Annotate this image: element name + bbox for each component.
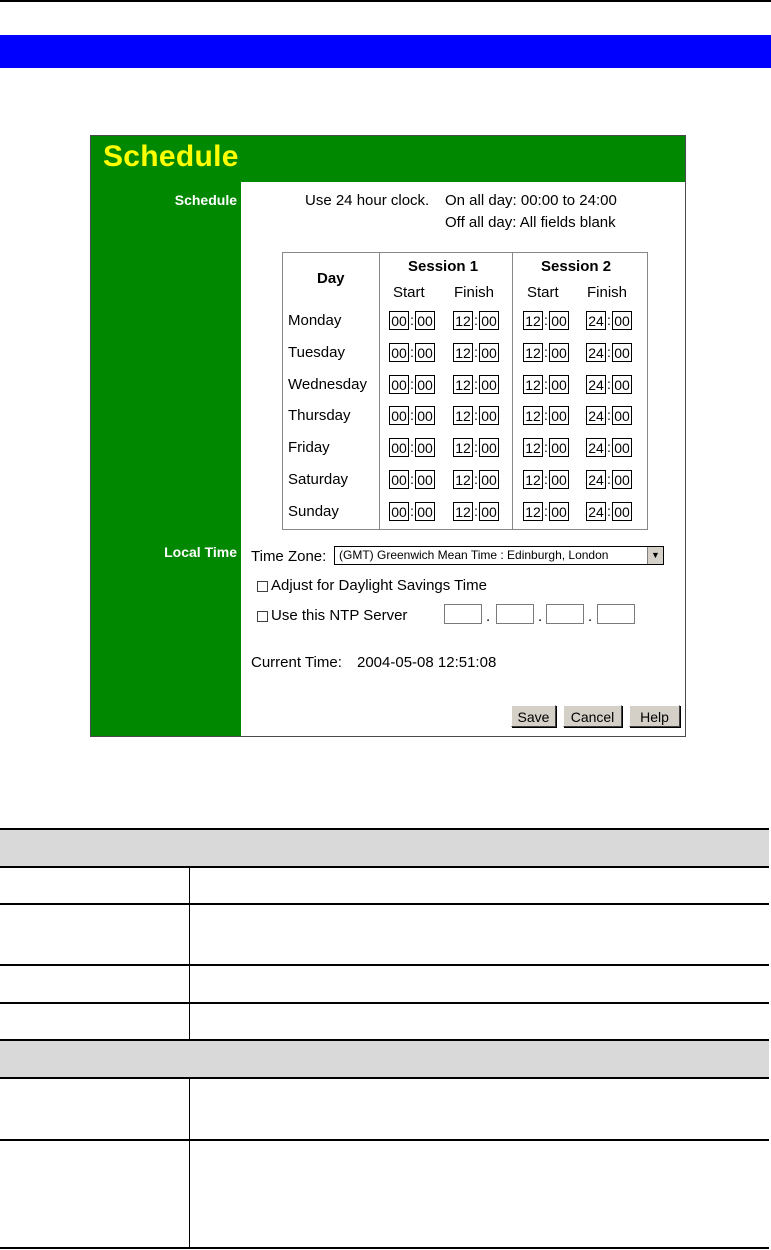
session1-start-hour-field[interactable]: 00 <box>389 343 409 362</box>
schedule-screen <box>90 135 686 737</box>
time-colon: : <box>410 503 414 519</box>
daylight-savings-checkbox[interactable] <box>257 581 268 592</box>
session2-start-minute-field[interactable]: 00 <box>549 502 569 521</box>
session1-finish-hour-field[interactable]: 12 <box>453 502 473 521</box>
side-nav <box>91 182 241 736</box>
panel-header <box>91 136 685 182</box>
session2-finish-hour-field[interactable]: 24 <box>586 343 606 362</box>
session1-start-hour-field[interactable]: 00 <box>389 375 409 394</box>
table-rule <box>0 1039 769 1041</box>
time-colon: : <box>474 344 478 360</box>
daylight-savings-label: Adjust for Daylight Savings Time <box>271 577 487 594</box>
session1-start-minute-field[interactable]: 00 <box>415 470 435 489</box>
session1-start-minute-field[interactable]: 00 <box>415 406 435 425</box>
current-time-label: Current Time: <box>251 654 342 671</box>
table-rule <box>0 903 769 905</box>
time-colon: : <box>544 471 548 487</box>
session2-finish-hour-field[interactable]: 24 <box>586 470 606 489</box>
time-colon: : <box>544 312 548 328</box>
session2-finish-minute-field[interactable]: 00 <box>612 470 632 489</box>
cancel-button[interactable]: Cancel <box>563 705 622 727</box>
time-colon: : <box>607 376 611 392</box>
ntp-server-label: Use this NTP Server <box>271 607 408 624</box>
time-colon: : <box>607 503 611 519</box>
session2-start-hour-field[interactable]: 12 <box>523 438 543 457</box>
schedule-table <box>282 252 648 530</box>
session1-finish-minute-field[interactable]: 00 <box>479 470 499 489</box>
table-rule <box>0 1077 769 1079</box>
session1-start-minute-field[interactable]: 00 <box>415 375 435 394</box>
session2-finish-minute-field[interactable]: 00 <box>612 311 632 330</box>
session1-finish-hour-field[interactable]: 12 <box>453 343 473 362</box>
side-label-schedule: Schedule <box>174 192 237 208</box>
session2-finish-hour-field[interactable]: 24 <box>586 311 606 330</box>
save-button[interactable]: Save <box>511 705 556 727</box>
chevron-down-icon[interactable]: ▼ <box>647 547 663 564</box>
session2-start-hour-field[interactable]: 12 <box>523 502 543 521</box>
ip-dot: . <box>588 608 593 625</box>
time-colon: : <box>474 312 478 328</box>
day-header: Day <box>317 270 345 287</box>
session1-header: Session 1 <box>408 258 479 275</box>
table-rule <box>0 866 769 868</box>
ntp-server-checkbox[interactable] <box>257 611 268 622</box>
ntp-octet-3[interactable] <box>546 604 584 624</box>
day-label: Thursday <box>288 407 351 424</box>
session1-start-hour-field[interactable]: 00 <box>389 470 409 489</box>
time-colon: : <box>544 407 548 423</box>
session1-start-minute-field[interactable]: 00 <box>415 502 435 521</box>
time-colon: : <box>410 471 414 487</box>
table-section-header <box>0 830 769 866</box>
time-colon: : <box>544 344 548 360</box>
session2-finish-hour-field[interactable]: 24 <box>586 375 606 394</box>
time-colon: : <box>474 407 478 423</box>
ntp-octet-1[interactable] <box>444 604 482 624</box>
time-zone-label: Time Zone: <box>251 548 327 565</box>
session2-start-hour-field[interactable]: 12 <box>523 343 543 362</box>
top-rule <box>0 0 771 2</box>
time-zone-value: (GMT) Greenwich Mean Time : Edinburgh, London <box>339 548 609 562</box>
session1-start-minute-field[interactable]: 00 <box>415 311 435 330</box>
session1-finish-minute-field[interactable]: 00 <box>479 375 499 394</box>
session2-start-hour-field[interactable]: 12 <box>523 375 543 394</box>
table-column-divider <box>189 1079 190 1247</box>
table-section-header <box>0 1039 769 1077</box>
s1-start-header: Start <box>393 284 425 301</box>
time-colon: : <box>474 503 478 519</box>
day-label: Sunday <box>288 503 339 520</box>
help-button[interactable]: Help <box>629 705 680 727</box>
time-colon: : <box>544 503 548 519</box>
session1-finish-minute-field[interactable]: 00 <box>479 406 499 425</box>
column-divider <box>512 253 513 529</box>
session2-start-minute-field[interactable]: 00 <box>549 343 569 362</box>
session2-start-hour-field[interactable]: 12 <box>523 311 543 330</box>
table-rule <box>0 1139 769 1141</box>
session1-start-hour-field[interactable]: 00 <box>389 502 409 521</box>
ntp-octet-2[interactable] <box>496 604 534 624</box>
day-label: Friday <box>288 439 330 456</box>
time-colon: : <box>607 407 611 423</box>
time-colon: : <box>607 471 611 487</box>
session1-finish-minute-field[interactable]: 00 <box>479 502 499 521</box>
clock-note: Use 24 hour clock. <box>305 192 430 209</box>
session2-finish-minute-field[interactable]: 00 <box>612 438 632 457</box>
session2-finish-minute-field[interactable]: 00 <box>612 343 632 362</box>
session2-finish-minute-field[interactable]: 00 <box>612 502 632 521</box>
day-label: Tuesday <box>288 344 345 361</box>
off-all-day-note: Off all day: All fields blank <box>445 214 616 231</box>
session2-start-minute-field[interactable]: 00 <box>549 406 569 425</box>
session1-finish-hour-field[interactable]: 12 <box>453 438 473 457</box>
time-colon: : <box>544 376 548 392</box>
session1-finish-hour-field[interactable]: 12 <box>453 311 473 330</box>
time-colon: : <box>474 439 478 455</box>
session2-finish-hour-field[interactable]: 24 <box>586 406 606 425</box>
ntp-octet-4[interactable] <box>597 604 635 624</box>
session1-start-hour-field[interactable]: 00 <box>389 311 409 330</box>
time-colon: : <box>474 376 478 392</box>
time-colon: : <box>544 439 548 455</box>
session1-finish-hour-field[interactable]: 12 <box>453 470 473 489</box>
time-zone-select[interactable] <box>334 546 664 565</box>
session2-finish-hour-field[interactable]: 24 <box>586 502 606 521</box>
day-label: Wednesday <box>288 376 367 393</box>
time-colon: : <box>474 471 478 487</box>
session2-start-minute-field[interactable]: 00 <box>549 438 569 457</box>
session2-finish-minute-field[interactable]: 00 <box>612 375 632 394</box>
session2-finish-hour-field[interactable]: 24 <box>586 438 606 457</box>
session1-start-hour-field[interactable]: 00 <box>389 406 409 425</box>
session1-finish-hour-field[interactable]: 12 <box>453 375 473 394</box>
session1-start-minute-field[interactable]: 00 <box>415 343 435 362</box>
day-label: Saturday <box>288 471 349 488</box>
ip-dot: . <box>538 608 543 625</box>
session1-finish-minute-field[interactable]: 00 <box>479 311 499 330</box>
time-colon: : <box>410 376 414 392</box>
section-header-bar <box>0 35 771 68</box>
time-colon: : <box>607 312 611 328</box>
session2-start-minute-field[interactable]: 00 <box>549 311 569 330</box>
table-rule <box>0 1247 769 1249</box>
session1-start-hour-field[interactable]: 00 <box>389 438 409 457</box>
on-all-day-note: On all day: 00:00 to 24:00 <box>445 192 617 209</box>
session2-finish-minute-field[interactable]: 00 <box>612 406 632 425</box>
session2-header: Session 2 <box>541 258 612 275</box>
s2-finish-header: Finish <box>587 284 628 301</box>
session1-start-minute-field[interactable]: 00 <box>415 438 435 457</box>
session2-start-hour-field[interactable]: 12 <box>523 406 543 425</box>
time-colon: : <box>410 312 414 328</box>
time-colon: : <box>410 344 414 360</box>
side-label-local-time: Local Time <box>164 544 237 560</box>
session2-start-minute-field[interactable]: 00 <box>549 470 569 489</box>
session1-finish-minute-field[interactable]: 00 <box>479 343 499 362</box>
session2-start-hour-field[interactable]: 12 <box>523 470 543 489</box>
session1-finish-hour-field[interactable]: 12 <box>453 406 473 425</box>
session1-finish-minute-field[interactable]: 00 <box>479 438 499 457</box>
table-column-divider <box>189 868 190 1039</box>
day-label: Monday <box>288 312 342 329</box>
table-rule <box>0 1002 769 1004</box>
s2-start-header: Start <box>527 284 559 301</box>
s1-finish-header: Finish <box>454 284 495 301</box>
time-colon: : <box>607 439 611 455</box>
session2-start-minute-field[interactable]: 00 <box>549 375 569 394</box>
current-time-value: 2004-05-08 12:51:08 <box>357 654 497 671</box>
ip-dot: . <box>486 608 491 625</box>
page-title: Schedule <box>103 140 239 173</box>
time-colon: : <box>607 344 611 360</box>
time-colon: : <box>410 439 414 455</box>
column-divider <box>379 253 380 529</box>
time-colon: : <box>410 407 414 423</box>
table-rule <box>0 964 769 966</box>
